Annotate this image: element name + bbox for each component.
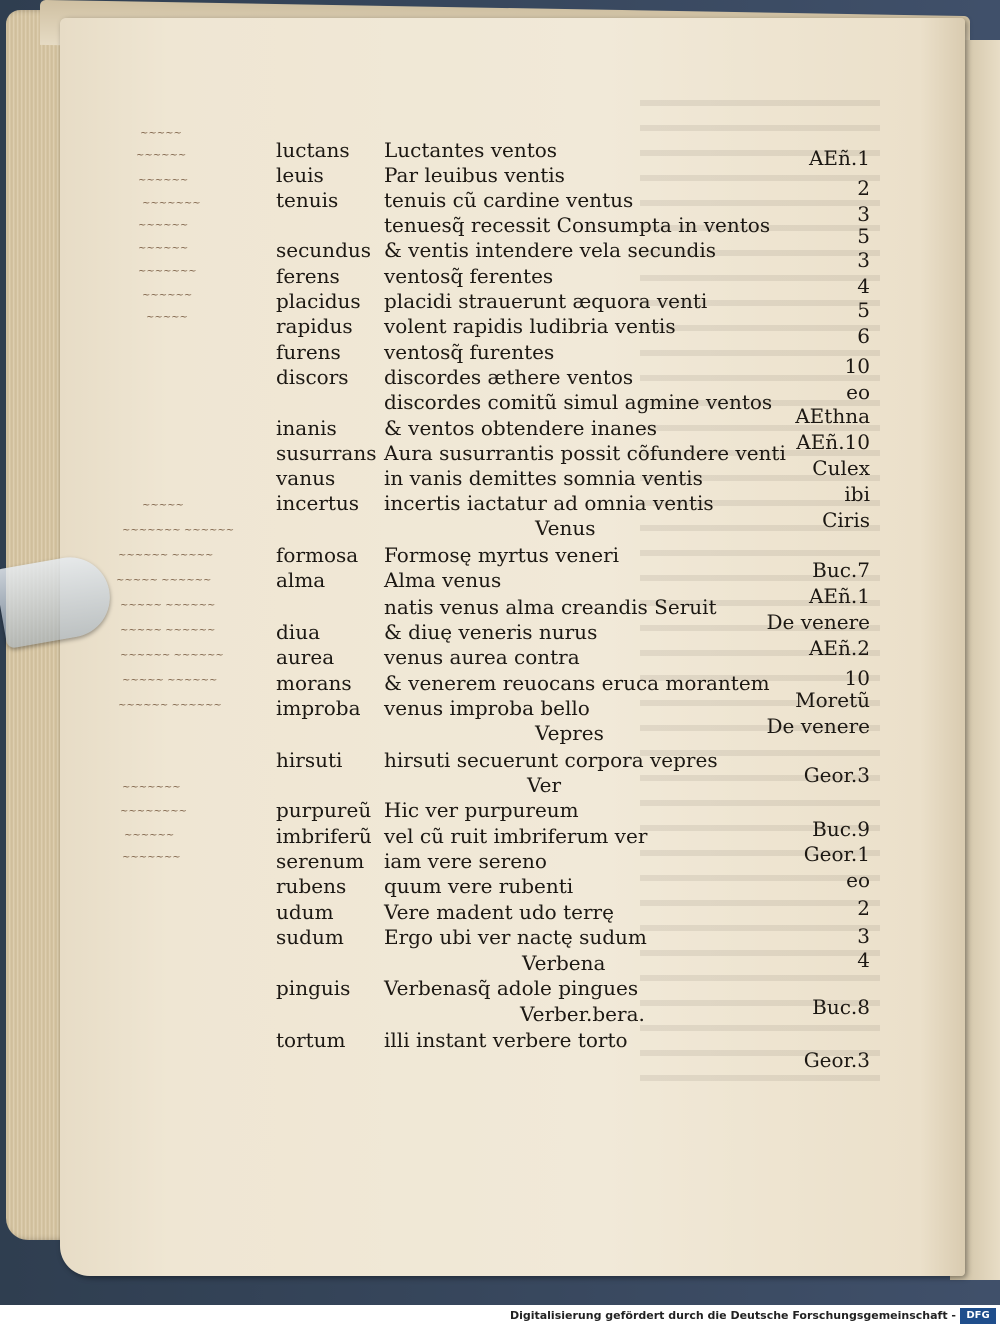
entry-reference: 2 bbox=[857, 176, 870, 200]
section-heading-text: Ver bbox=[527, 773, 562, 797]
entry-reference: Moretũ bbox=[795, 688, 870, 712]
entry-quotation: discordes comitũ simul agmine ventos bbox=[384, 390, 773, 414]
entry-reference: 10 bbox=[844, 354, 870, 378]
entry-quotation: Verbenasq̃ adole pingues bbox=[384, 976, 639, 1000]
entry-quotation: ventosq̃ ferentes bbox=[384, 264, 554, 288]
entry-reference: eo bbox=[846, 868, 870, 892]
entry-quotation: quum vere rubenti bbox=[384, 874, 574, 898]
section-heading-text: Venus bbox=[535, 516, 596, 540]
entry-quotation: & ventis intendere vela secundis bbox=[384, 238, 716, 262]
entry-quotation: in vanis demittes somnia ventis bbox=[384, 466, 703, 490]
entry-reference: 10 bbox=[844, 666, 870, 690]
entry-quotation: & venerem reuocans eruca morantem bbox=[384, 671, 770, 695]
entry-reference: 5 bbox=[857, 298, 870, 322]
entry-quotation: hirsuti secuerunt corpora vepres bbox=[384, 748, 718, 772]
entry-reference: De venere bbox=[766, 610, 870, 634]
entry-reference: Ciris bbox=[822, 508, 870, 532]
entry-keyword: incertus bbox=[276, 491, 360, 515]
entry-reference: Geor.1 bbox=[803, 842, 870, 866]
entry-quotation: discordes æthere ventos bbox=[384, 365, 634, 389]
entry-reference: 5 bbox=[857, 224, 870, 248]
entry-keyword: discors bbox=[276, 365, 349, 389]
entry-quotation: placidi strauerunt æquora venti bbox=[384, 289, 708, 313]
entry-reference: AEthna bbox=[795, 404, 870, 428]
entry-keyword: morans bbox=[276, 671, 352, 695]
entry-reference: 6 bbox=[857, 324, 870, 348]
entry-keyword: luctans bbox=[276, 138, 350, 162]
entry-keyword: diua bbox=[276, 620, 321, 644]
entry-quotation: Alma venus bbox=[384, 568, 502, 592]
entry-quotation: iam vere sereno bbox=[384, 849, 547, 873]
entry-quotation: Formosę myrtus veneri bbox=[384, 543, 620, 567]
entry-keyword: purpureũ bbox=[276, 798, 372, 822]
entry-keyword: udum bbox=[276, 900, 334, 924]
entry-keyword: serenum bbox=[276, 849, 365, 873]
entry-keyword: placidus bbox=[276, 289, 361, 313]
entry-keyword: inanis bbox=[276, 416, 337, 440]
entry-keyword: imbriferũ bbox=[276, 824, 372, 848]
dfg-logo: DFG bbox=[960, 1308, 996, 1324]
entry-keyword: tortum bbox=[276, 1028, 346, 1052]
entry-quotation: Ergo ubi ver nactę sudum bbox=[384, 925, 647, 949]
entry-reference: 4 bbox=[857, 948, 870, 972]
entry-reference: Buc.7 bbox=[812, 558, 870, 582]
entry-quotation: Luctantes ventos bbox=[384, 138, 558, 162]
entry-keyword: pinguis bbox=[276, 976, 351, 1000]
entry-keyword: tenuis bbox=[276, 188, 339, 212]
entry-keyword: alma bbox=[276, 568, 326, 592]
entry-quotation: & ventos obtendere inanes bbox=[384, 416, 658, 440]
entry-keyword: formosa bbox=[276, 543, 359, 567]
entry-quotation: venus aurea contra bbox=[384, 645, 580, 669]
entry-quotation: venus improba bello bbox=[384, 696, 590, 720]
entry-reference: 3 bbox=[857, 202, 870, 226]
entry-reference: ibi bbox=[844, 482, 870, 506]
entry-reference: Culex bbox=[812, 456, 870, 480]
entry-keyword: susurrans bbox=[276, 441, 377, 465]
entry-reference: AEñ.1 bbox=[808, 146, 870, 170]
footer-bar bbox=[0, 1305, 1000, 1327]
footer-credit: Digitalisierung gefördert durch die Deutsche Forschungsgemeinschaft - bbox=[509, 1309, 956, 1322]
entry-reference: AEñ.1 bbox=[808, 584, 870, 608]
section-heading-text: Vepres bbox=[535, 721, 604, 745]
entry-quotation: incertis iactatur ad omnia ventis bbox=[384, 491, 714, 515]
entry-reference: AEñ.2 bbox=[808, 636, 870, 660]
entry-quotation: & diuę veneris nurus bbox=[384, 620, 598, 644]
entry-keyword: hirsuti bbox=[276, 748, 343, 772]
entry-reference: eo bbox=[846, 380, 870, 404]
entry-quotation: ventosq̃ furentes bbox=[384, 340, 555, 364]
entry-quotation: vel cũ ruit imbriferum ver bbox=[384, 824, 648, 848]
entry-quotation: Par leuibus ventis bbox=[384, 163, 565, 187]
entry-reference: 2 bbox=[857, 896, 870, 920]
entry-quotation: Vere madent udo terrę bbox=[384, 900, 614, 924]
entry-keyword: sudum bbox=[276, 925, 344, 949]
entry-keyword: vanus bbox=[276, 466, 336, 490]
entry-keyword: furens bbox=[276, 340, 341, 364]
entry-reference: 4 bbox=[857, 274, 870, 298]
entry-reference: Geor.3 bbox=[803, 1048, 870, 1072]
entry-quotation: Aura susurrantis possit cõfundere venti bbox=[384, 441, 786, 465]
entry-reference: De venere bbox=[766, 714, 870, 738]
entry-keyword: leuis bbox=[276, 163, 324, 187]
section-heading-text: Verbena bbox=[522, 951, 606, 975]
entry-keyword: rapidus bbox=[276, 314, 353, 338]
entry-quotation: Hic ver purpureum bbox=[384, 798, 579, 822]
entry-reference: AEñ.10 bbox=[796, 430, 870, 454]
entry-reference: 3 bbox=[857, 924, 870, 948]
entry-reference: Buc.8 bbox=[812, 995, 870, 1019]
entry-reference: 3 bbox=[857, 248, 870, 272]
entry-quotation: illi instant verbere torto bbox=[384, 1028, 628, 1052]
entry-keyword: ferens bbox=[276, 264, 340, 288]
entry-quotation: natis venus alma creandis Seruit bbox=[384, 595, 717, 619]
entry-quotation: tenuis cũ cardine ventus bbox=[384, 188, 634, 212]
entry-quotation: volent rapidis ludibria ventis bbox=[384, 314, 676, 338]
book-scan: ~~~~~ ~~~~~~ ~~~~~~ ~~~~~~~ ~~~~~~ ~~~~~~ ~~~~~~~ ~~~~~~ ~~~~~ ~~~~~ ~~~~~~~ ~~~~~~ ~~~~~~ ~~~~~ ~~~~~ ~~~~~~ ~~~~~ ~~~~~~ ~~~~~ ~~~~~~ ~~~~~~ ~~~~~~ ~~~~~ ~~~~~~ ~~~~~~ ~~~~~~ ~~~~~~~ ~~~~~~~~ ~~~~~~ ~~~~~~~ luctans Luctantes ventos AEñ.1 leuis Par leuibus ventis 2 tenuis tenuis cũ cardine ventus 3 tenuesq̃ recessit Consumpta in ventos 5 secundus & ventis intendere vela secundis 3 ferens ventosq̃ ferentes 4 placidus placidi strauerunt æquora venti 5 rapidus volent rapidis ludibria ventis 6 furens ventosq̃ furentes 10 discors discordes æthere ventos eo discordes comitũ simul agmine ventos AEthna inanis & ventos obtendere inanes AEñ.10 susurrans Aura susurrantis possit cõfundere venti Culex vanus in vanis demittes somnia ventis ibi incertus incertis iactatur ad omnia ventis Ciris Venus formosa Formosę myrtus veneri Buc.7 alma Alma venus AEñ.1 natis venus alma creandis Seruit De venere diua & diuę veneris nurus AEñ.2 aurea venus aurea contra 10 morans & venerem reuocans eruca morantem Moretũ improba venus improba bello De venere Vepres hirsuti hirsuti secuerunt corpora vepres Geor.3 Ver purpureũ Hic ver purpureum Buc.9 imbriferũ vel cũ ruit imbriferum ver Geor.1 serenum iam vere sereno eo rubens quum vere rubenti 2 udum Vere madent udo terrę 3 sudum Ergo ubi ver nactę sudum 4 Verbena pinguis Verbenasq̃ adole pingues Buc.8 Verber.bera. tortum illi instant verbere torto Geor.3 bbox=[0, 0, 1000, 1305]
entry-keyword: rubens bbox=[276, 874, 347, 898]
entry-quotation: tenuesq̃ recessit Consumpta in ventos bbox=[384, 213, 771, 237]
entry-keyword: aurea bbox=[276, 645, 335, 669]
entry-keyword: secundus bbox=[276, 238, 372, 262]
entry-reference: Geor.3 bbox=[803, 763, 870, 787]
entry-keyword: improba bbox=[276, 696, 361, 720]
entry-reference: Buc.9 bbox=[812, 817, 870, 841]
section-heading-text: Verber.bera. bbox=[520, 1002, 645, 1026]
